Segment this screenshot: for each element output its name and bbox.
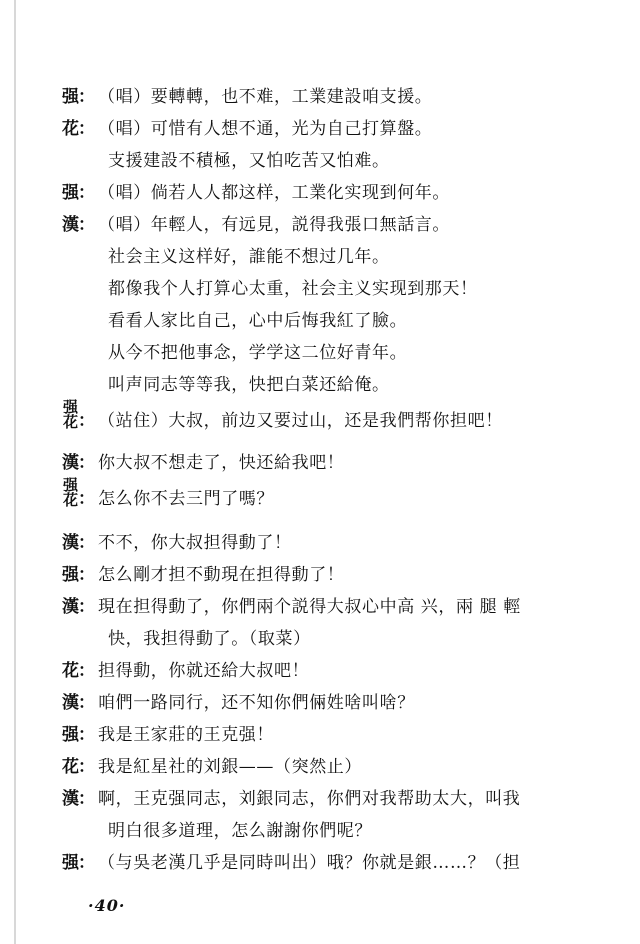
speaker-label-stacked: 强花 [62, 476, 78, 509]
speaker-colon: ： [78, 453, 95, 473]
speaker-colon: ： [78, 853, 95, 873]
dialogue-line: （站住）大叔，前边又要过山，还是我們帮你担吧！ [98, 411, 503, 431]
dialogue-line: 咱們一路同行，还不知你們倆姓啥叫啥？ [98, 693, 415, 713]
dialogue-line: 不不，你大叔担得動了！ [98, 533, 292, 553]
dialogue-continuation: 都像我个人打算心太重，社会主义实现到那天！ [108, 279, 478, 299]
dialogue-line: （唱）要轉轉，也不难，工業建設咱支援。 [98, 87, 433, 107]
dialogue-continuation: 叫声同志等等我，快把白菜还給俺。 [108, 375, 390, 395]
speaker-label: 漢 [62, 693, 79, 713]
page-number: ·40· [88, 896, 126, 915]
speaker-colon: ： [78, 789, 95, 809]
speaker-label: 漢 [62, 533, 79, 553]
dialogue-line: （唱）倘若人人都这样，工業化实现到何年。 [98, 183, 450, 203]
dialogue-line: 怎么你不去三門了嗎？ [98, 489, 274, 509]
dialogue-continuation: 支援建設不積極，又怕吃苦又怕难。 [108, 151, 390, 171]
speaker-label: 强 [62, 87, 79, 107]
speaker-colon: ： [78, 215, 95, 235]
speaker-label: 漢 [62, 215, 79, 235]
speaker-colon: ： [78, 183, 95, 203]
dialogue-line: （与吳老漢几乎是同時叫出）哦？你就是銀……？（担 [98, 853, 521, 873]
speaker-colon: ： [78, 565, 95, 585]
speaker-colon: ： [78, 533, 95, 553]
speaker-label: 漢 [62, 789, 79, 809]
speaker-colon: ： [78, 757, 95, 777]
dialogue-continuation: 快，我担得動了。（取菜） [108, 629, 311, 649]
speaker-label: 强 [62, 853, 79, 873]
dialogue-line: 担得動，你就还給大叔吧！ [98, 661, 310, 681]
speaker-label-stacked: 强花 [62, 398, 78, 431]
speaker-label: 花 [62, 119, 79, 139]
dialogue-line: 你大叔不想走了，快还給我吧！ [98, 453, 345, 473]
dialogue-continuation: 从今不把他事念，学学这二位好青年。 [108, 343, 408, 363]
speaker-colon: ： [78, 725, 95, 745]
dialogue-line: （唱）年輕人，有远見，説得我張口無話言。 [98, 215, 450, 235]
speaker-colon: ： [78, 661, 95, 681]
speaker-label: 花 [62, 661, 79, 681]
speaker-colon: ： [78, 411, 95, 431]
dialogue-line: （唱）可惜有人想不通，光为自己打算盤。 [98, 119, 433, 139]
page-spine-shadow [14, 0, 16, 944]
dialogue-continuation: 看看人家比自己，心中后悔我紅了臉。 [108, 311, 408, 331]
speaker-colon: ： [78, 87, 95, 107]
speaker-colon: ： [78, 693, 95, 713]
dialogue-line: 啊，王克强同志，刘銀同志，你們对我帮助太大，叫我 [98, 789, 521, 809]
speaker-label: 强 [62, 725, 79, 745]
speaker-label: 漢 [62, 597, 79, 617]
speaker-label: 强 [62, 183, 79, 203]
speaker-colon: ： [78, 489, 95, 509]
speaker-colon: ： [78, 119, 95, 139]
speaker-colon: ： [78, 597, 95, 617]
dialogue-line: 怎么剛才担不動現在担得動了！ [98, 565, 345, 585]
speaker-label: 强 [62, 565, 79, 585]
dialogue-line: 我是王家莊的王克强！ [98, 725, 274, 745]
dialogue-continuation: 明白很多道理，怎么謝謝你們呢？ [108, 821, 372, 841]
speaker-label: 漢 [62, 453, 79, 473]
dialogue-line: 現在担得動了，你們兩个説得大叔心中高 兴，兩 腿 輕 [98, 597, 521, 617]
speaker-label: 花 [62, 757, 79, 777]
dialogue-line: 我是紅星社的刘銀——（突然止） [98, 757, 362, 777]
dialogue-continuation: 社会主义这样好，誰能不想过几年。 [108, 247, 390, 267]
